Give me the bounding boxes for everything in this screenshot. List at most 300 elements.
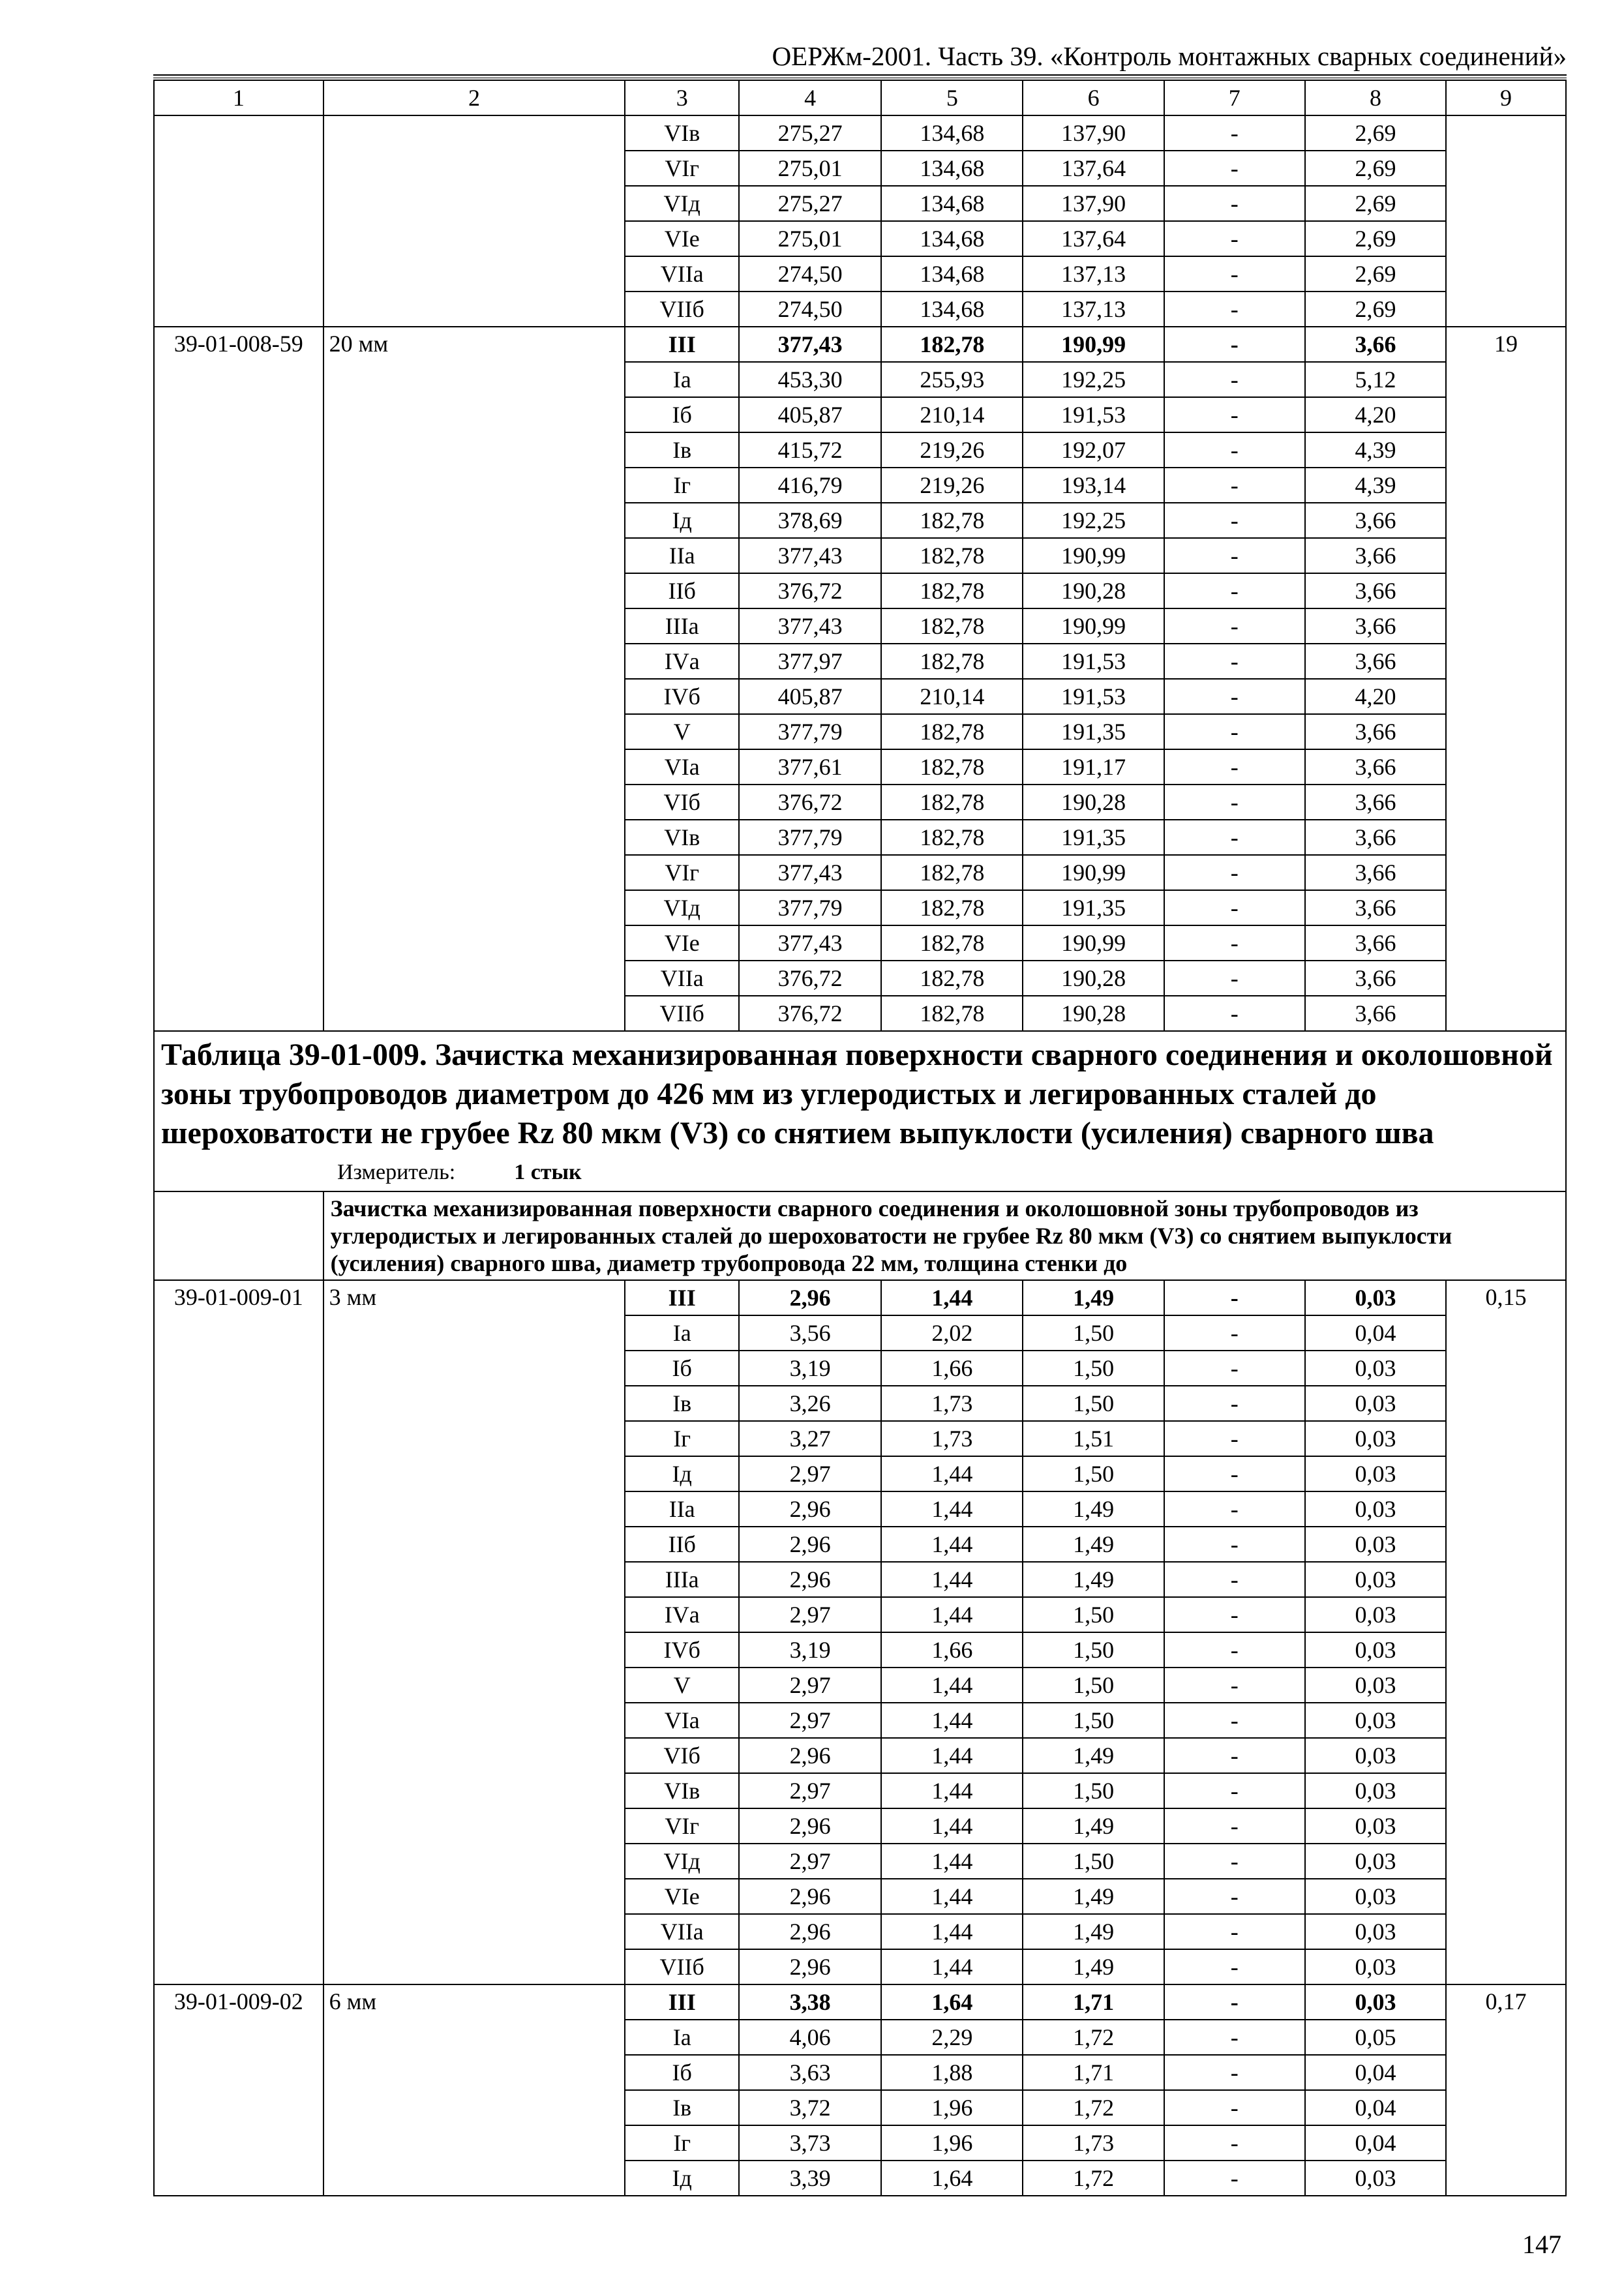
cell-c8: 3,66 <box>1305 961 1446 996</box>
cell-zone: IIIа <box>625 1562 739 1597</box>
cell-c6: 191,53 <box>1023 679 1164 714</box>
cell-c6: 1,49 <box>1023 1879 1164 1914</box>
cell-zone: VIв <box>625 820 739 855</box>
cell-c7: - <box>1164 749 1305 785</box>
cell-zone: III <box>625 1984 739 2020</box>
cell-c7: - <box>1164 1703 1305 1738</box>
cell-c5: 1,73 <box>881 1421 1023 1456</box>
column-number: 4 <box>739 80 881 115</box>
cell-c8: 2,69 <box>1305 292 1446 327</box>
column-number: 3 <box>625 80 739 115</box>
cell-c8: 3,66 <box>1305 608 1446 644</box>
cell-zone: VIг <box>625 855 739 890</box>
column-number: 2 <box>323 80 625 115</box>
table-title: Таблица 39-01-009. Зачистка механизированная поверхности сварного соединения и околошовной зоны трубопроводов диаметром до 426 мм из углеродистых и легированных сталей до шероховатости не грубее Rz 80 мкм (V3) со снятием выпуклости (усиления) сварного шва <box>161 1038 1553 1150</box>
cell-c4: 2,96 <box>739 1949 881 1984</box>
rate-code: 39-01-009-01 <box>154 1280 323 1984</box>
cell-c6: 192,25 <box>1023 362 1164 397</box>
cell-c5: 182,78 <box>881 327 1023 362</box>
cell-c8: 4,20 <box>1305 397 1446 432</box>
cell-c5: 2,02 <box>881 1315 1023 1351</box>
description-spacer <box>154 1191 323 1280</box>
cell-c5: 1,66 <box>881 1632 1023 1668</box>
cell-c8: 0,03 <box>1305 1421 1446 1456</box>
cell-c8: 3,66 <box>1305 925 1446 961</box>
cell-c4: 3,19 <box>739 1632 881 1668</box>
cell-c4: 416,79 <box>739 468 881 503</box>
cell-c4: 274,50 <box>739 292 881 327</box>
wall-thickness: 3 мм <box>323 1280 625 1984</box>
cell-c6: 1,72 <box>1023 2161 1164 2196</box>
cell-c6: 1,50 <box>1023 1351 1164 1386</box>
cell-c4: 4,06 <box>739 2020 881 2055</box>
column-9-value: 0,17 <box>1446 1984 1566 2196</box>
cell-c6: 1,49 <box>1023 1738 1164 1773</box>
cell-c5: 1,73 <box>881 1386 1023 1421</box>
table-title-row <box>154 1031 1566 1191</box>
cell-c6: 191,35 <box>1023 714 1164 749</box>
cell-c6: 1,50 <box>1023 1773 1164 1808</box>
cell-c6: 1,50 <box>1023 1668 1164 1703</box>
cell-c4: 3,73 <box>739 2125 881 2161</box>
cell-c6: 192,25 <box>1023 503 1164 538</box>
cell-c4: 377,61 <box>739 749 881 785</box>
cell-c6: 190,99 <box>1023 538 1164 573</box>
cell-c6: 190,99 <box>1023 327 1164 362</box>
column-number: 6 <box>1023 80 1164 115</box>
cell-c7: - <box>1164 1949 1305 1984</box>
cell-c8: 0,03 <box>1305 1386 1446 1421</box>
cell-zone: VIд <box>625 1844 739 1879</box>
cell-c5: 182,78 <box>881 644 1023 679</box>
cell-c4: 3,39 <box>739 2161 881 2196</box>
cell-c7: - <box>1164 221 1305 256</box>
cell-c5: 1,66 <box>881 1351 1023 1386</box>
cell-c6: 193,14 <box>1023 468 1164 503</box>
cell-c8: 4,20 <box>1305 679 1446 714</box>
cell-c8: 0,03 <box>1305 1703 1446 1738</box>
description-row <box>154 1191 1566 1280</box>
cell-c8: 2,69 <box>1305 151 1446 186</box>
cell-c8: 0,04 <box>1305 2055 1446 2090</box>
cell-c7: - <box>1164 1491 1305 1527</box>
cell-c8: 0,03 <box>1305 1491 1446 1527</box>
cell-c8: 3,66 <box>1305 855 1446 890</box>
cell-c7: - <box>1164 2090 1305 2125</box>
cell-c7: - <box>1164 1808 1305 1844</box>
cell-c6: 1,50 <box>1023 1386 1164 1421</box>
cell-zone: Iв <box>625 1386 739 1421</box>
cell-c7: - <box>1164 151 1305 186</box>
cell-c6: 1,50 <box>1023 1456 1164 1491</box>
cell-zone: Iв <box>625 2090 739 2125</box>
cell-c8: 3,66 <box>1305 749 1446 785</box>
cell-zone: VIе <box>625 1879 739 1914</box>
rate-code: 39-01-008-59 <box>154 327 323 1031</box>
cell-c8: 3,66 <box>1305 573 1446 608</box>
table-row <box>154 1984 1566 2020</box>
cell-c5: 1,44 <box>881 1808 1023 1844</box>
cell-zone: VIIа <box>625 1914 739 1949</box>
cell-c7: - <box>1164 1456 1305 1491</box>
cell-c8: 0,03 <box>1305 1632 1446 1668</box>
cell-c7: - <box>1164 714 1305 749</box>
running-header: ОЕРЖм-2001. Часть 39. «Контроль монтажных сварных соединений» <box>772 41 1567 71</box>
cell-c5: 182,78 <box>881 890 1023 925</box>
cell-zone: VIв <box>625 115 739 151</box>
cell-c5: 1,96 <box>881 2125 1023 2161</box>
cell-zone: Iд <box>625 1456 739 1491</box>
cell-c5: 182,78 <box>881 996 1023 1031</box>
cell-c5: 182,78 <box>881 714 1023 749</box>
cell-c8: 0,03 <box>1305 1949 1446 1984</box>
cell-c8: 0,03 <box>1305 1668 1446 1703</box>
wall-thickness <box>323 115 625 327</box>
cell-zone: IIа <box>625 538 739 573</box>
cell-c7: - <box>1164 1632 1305 1668</box>
cell-c5: 182,78 <box>881 749 1023 785</box>
cell-c5: 134,68 <box>881 115 1023 151</box>
cell-c8: 3,66 <box>1305 714 1446 749</box>
cell-c7: - <box>1164 1668 1305 1703</box>
cell-c6: 1,73 <box>1023 2125 1164 2161</box>
cell-c5: 1,44 <box>881 1456 1023 1491</box>
cell-c7: - <box>1164 1984 1305 2020</box>
cell-c8: 0,03 <box>1305 1844 1446 1879</box>
cell-c8: 0,03 <box>1305 1808 1446 1844</box>
cell-c4: 3,27 <box>739 1421 881 1456</box>
cell-c4: 377,43 <box>739 855 881 890</box>
cell-c8: 3,66 <box>1305 820 1446 855</box>
cell-c6: 1,50 <box>1023 1632 1164 1668</box>
cell-c5: 210,14 <box>881 397 1023 432</box>
cell-c5: 182,78 <box>881 961 1023 996</box>
cell-c4: 275,01 <box>739 151 881 186</box>
cell-zone: Iа <box>625 362 739 397</box>
cell-zone: Iа <box>625 1315 739 1351</box>
cell-c4: 415,72 <box>739 432 881 468</box>
cell-c5: 1,44 <box>881 1527 1023 1562</box>
cell-zone: VIв <box>625 1773 739 1808</box>
cell-zone: IVа <box>625 644 739 679</box>
cell-c5: 182,78 <box>881 573 1023 608</box>
cell-c6: 1,50 <box>1023 1315 1164 1351</box>
cell-c5: 1,44 <box>881 1703 1023 1738</box>
cell-c7: - <box>1164 538 1305 573</box>
measure-line <box>161 1158 1559 1187</box>
measure-label: Измеритель: <box>337 1160 456 1184</box>
table-row <box>154 1280 1566 1315</box>
table-title-cell <box>154 1031 1566 1191</box>
cell-c4: 3,63 <box>739 2055 881 2090</box>
column-9-value <box>1446 115 1566 327</box>
cell-c5: 219,26 <box>881 468 1023 503</box>
column-number: 1 <box>154 80 323 115</box>
cell-c5: 182,78 <box>881 855 1023 890</box>
cell-c5: 182,78 <box>881 608 1023 644</box>
cell-c4: 275,27 <box>739 186 881 221</box>
cell-c7: - <box>1164 1527 1305 1562</box>
cell-c8: 4,39 <box>1305 432 1446 468</box>
cell-c4: 2,96 <box>739 1562 881 1597</box>
cell-zone: VIд <box>625 186 739 221</box>
cell-c6: 1,51 <box>1023 1421 1164 1456</box>
cell-zone: Iг <box>625 2125 739 2161</box>
cell-c6: 192,07 <box>1023 432 1164 468</box>
cell-c4: 377,43 <box>739 538 881 573</box>
cell-c5: 134,68 <box>881 292 1023 327</box>
cell-c8: 3,66 <box>1305 785 1446 820</box>
cell-zone: Iб <box>625 1351 739 1386</box>
cell-c7: - <box>1164 2020 1305 2055</box>
cell-c8: 3,66 <box>1305 996 1446 1031</box>
cell-c7: - <box>1164 256 1305 292</box>
cell-c4: 377,79 <box>739 890 881 925</box>
column-9-value: 0,15 <box>1446 1280 1566 1984</box>
table-row <box>154 327 1566 362</box>
cell-c4: 275,01 <box>739 221 881 256</box>
cell-c4: 2,97 <box>739 1456 881 1491</box>
cell-zone: VIг <box>625 1808 739 1844</box>
cell-c7: - <box>1164 468 1305 503</box>
work-description: Зачистка механизированная поверхности сварного соединения и околошовной зоны трубопроводов из углеродистых и легированных сталей до шероховатости не грубее Rz 80 мкм (V3) со снятием выпуклости (усиления) сварного шва, диаметр трубопровода 22 мм, толщина стенки до <box>323 1191 1566 1280</box>
cell-zone: VIб <box>625 1738 739 1773</box>
cell-c7: - <box>1164 1597 1305 1632</box>
cell-c6: 1,49 <box>1023 1949 1164 1984</box>
cell-zone: VIг <box>625 151 739 186</box>
column-number: 7 <box>1164 80 1305 115</box>
cell-c4: 376,72 <box>739 996 881 1031</box>
page-number: 147 <box>1522 2230 1561 2259</box>
cell-c8: 3,66 <box>1305 538 1446 573</box>
cell-c8: 0,03 <box>1305 1456 1446 1491</box>
cell-c8: 3,66 <box>1305 890 1446 925</box>
cell-c8: 2,69 <box>1305 186 1446 221</box>
cell-c5: 1,88 <box>881 2055 1023 2090</box>
cell-c4: 3,38 <box>739 1984 881 2020</box>
cell-zone: VIIб <box>625 292 739 327</box>
cell-c4: 405,87 <box>739 679 881 714</box>
column-number: 8 <box>1305 80 1446 115</box>
cell-c5: 1,44 <box>881 1491 1023 1527</box>
cell-c4: 275,27 <box>739 115 881 151</box>
cell-c4: 453,30 <box>739 362 881 397</box>
cell-zone: IVб <box>625 1632 739 1668</box>
cell-c6: 1,49 <box>1023 1527 1164 1562</box>
cell-c8: 0,03 <box>1305 1597 1446 1632</box>
cell-zone: VIIб <box>625 1949 739 1984</box>
cell-zone: VIе <box>625 925 739 961</box>
wall-thickness: 6 мм <box>323 1984 625 2196</box>
cell-c7: - <box>1164 1351 1305 1386</box>
cell-c4: 2,96 <box>739 1491 881 1527</box>
cell-c6: 1,49 <box>1023 1808 1164 1844</box>
cell-c6: 137,64 <box>1023 151 1164 186</box>
cell-c7: - <box>1164 996 1305 1031</box>
rate-code: 39-01-009-02 <box>154 1984 323 2196</box>
cell-c6: 1,71 <box>1023 2055 1164 2090</box>
cell-c6: 1,50 <box>1023 1703 1164 1738</box>
cell-c8: 0,03 <box>1305 1879 1446 1914</box>
cell-zone: Iг <box>625 468 739 503</box>
cell-c8: 2,69 <box>1305 221 1446 256</box>
cell-c8: 0,04 <box>1305 1315 1446 1351</box>
measure-value: 1 стык <box>514 1160 582 1184</box>
cell-c8: 0,03 <box>1305 1562 1446 1597</box>
cell-c6: 1,49 <box>1023 1914 1164 1949</box>
cell-c5: 134,68 <box>881 186 1023 221</box>
cell-c5: 1,44 <box>881 1562 1023 1597</box>
cell-c7: - <box>1164 1421 1305 1456</box>
cell-c8: 0,03 <box>1305 1351 1446 1386</box>
cell-c4: 2,97 <box>739 1844 881 1879</box>
cell-c4: 405,87 <box>739 397 881 432</box>
cell-zone: Iб <box>625 397 739 432</box>
cell-c5: 134,68 <box>881 151 1023 186</box>
cell-c4: 377,79 <box>739 714 881 749</box>
cell-zone: V <box>625 714 739 749</box>
cell-zone: IIб <box>625 573 739 608</box>
column-9-value: 19 <box>1446 327 1566 1031</box>
cell-c6: 191,53 <box>1023 644 1164 679</box>
cell-c4: 376,72 <box>739 961 881 996</box>
cell-c6: 191,53 <box>1023 397 1164 432</box>
column-number: 5 <box>881 80 1023 115</box>
cell-c5: 1,44 <box>881 1914 1023 1949</box>
cell-c6: 191,35 <box>1023 890 1164 925</box>
cell-c6: 137,13 <box>1023 292 1164 327</box>
cell-c8: 2,69 <box>1305 115 1446 151</box>
cell-c4: 378,69 <box>739 503 881 538</box>
cell-c4: 377,43 <box>739 925 881 961</box>
cell-c5: 1,96 <box>881 2090 1023 2125</box>
cell-c6: 1,72 <box>1023 2090 1164 2125</box>
cell-zone: IIа <box>625 1491 739 1527</box>
cell-c8: 0,04 <box>1305 2125 1446 2161</box>
cell-c5: 182,78 <box>881 503 1023 538</box>
cell-c8: 0,03 <box>1305 1984 1446 2020</box>
cell-c7: - <box>1164 961 1305 996</box>
cell-c6: 190,99 <box>1023 925 1164 961</box>
cell-c6: 1,49 <box>1023 1280 1164 1315</box>
cell-c7: - <box>1164 890 1305 925</box>
cell-c7: - <box>1164 1879 1305 1914</box>
cell-c7: - <box>1164 1386 1305 1421</box>
cell-c4: 3,19 <box>739 1351 881 1386</box>
column-number-row <box>154 80 1566 115</box>
cell-c6: 190,28 <box>1023 785 1164 820</box>
cell-c6: 1,71 <box>1023 1984 1164 2020</box>
cell-c7: - <box>1164 679 1305 714</box>
cell-c7: - <box>1164 503 1305 538</box>
cell-c8: 0,05 <box>1305 2020 1446 2055</box>
cell-zone: III <box>625 327 739 362</box>
cell-c7: - <box>1164 362 1305 397</box>
cell-c6: 190,28 <box>1023 961 1164 996</box>
cell-c6: 1,50 <box>1023 1844 1164 1879</box>
cell-zone: VIб <box>625 785 739 820</box>
cell-c8: 3,66 <box>1305 327 1446 362</box>
cell-zone: Iд <box>625 2161 739 2196</box>
cell-zone: III <box>625 1280 739 1315</box>
cell-c7: - <box>1164 2055 1305 2090</box>
column-number: 9 <box>1446 80 1566 115</box>
cell-c8: 0,03 <box>1305 1280 1446 1315</box>
cell-c6: 190,99 <box>1023 855 1164 890</box>
cell-c8: 3,66 <box>1305 503 1446 538</box>
cell-zone: Iб <box>625 2055 739 2090</box>
cell-c5: 1,44 <box>881 1668 1023 1703</box>
cell-c6: 137,13 <box>1023 256 1164 292</box>
cell-c4: 3,26 <box>739 1386 881 1421</box>
cell-c4: 3,72 <box>739 2090 881 2125</box>
cell-c8: 0,03 <box>1305 1773 1446 1808</box>
cell-c7: - <box>1164 327 1305 362</box>
cell-c5: 1,44 <box>881 1280 1023 1315</box>
cell-c5: 1,44 <box>881 1879 1023 1914</box>
cell-c7: - <box>1164 2161 1305 2196</box>
cell-zone: Iв <box>625 432 739 468</box>
cell-c6: 191,17 <box>1023 749 1164 785</box>
cell-zone: IIб <box>625 1527 739 1562</box>
cell-c4: 2,97 <box>739 1597 881 1632</box>
rates-table-body <box>154 80 1566 2196</box>
cell-c6: 137,90 <box>1023 115 1164 151</box>
cell-c8: 0,04 <box>1305 2090 1446 2125</box>
cell-c7: - <box>1164 186 1305 221</box>
cell-c7: - <box>1164 292 1305 327</box>
cell-c4: 377,43 <box>739 327 881 362</box>
cell-c6: 190,28 <box>1023 573 1164 608</box>
cell-zone: Iг <box>625 1421 739 1456</box>
cell-c4: 2,96 <box>739 1527 881 1562</box>
cell-c4: 2,96 <box>739 1914 881 1949</box>
cell-c5: 134,68 <box>881 256 1023 292</box>
cell-c4: 377,97 <box>739 644 881 679</box>
cell-c5: 134,68 <box>881 221 1023 256</box>
cell-zone: IVб <box>625 679 739 714</box>
cell-c7: - <box>1164 855 1305 890</box>
cell-c6: 1,49 <box>1023 1491 1164 1527</box>
cell-c8: 0,03 <box>1305 1738 1446 1773</box>
cell-zone: VIе <box>625 221 739 256</box>
cell-c6: 1,72 <box>1023 2020 1164 2055</box>
wall-thickness: 20 мм <box>323 327 625 1031</box>
cell-c4: 377,79 <box>739 820 881 855</box>
cell-c7: - <box>1164 785 1305 820</box>
cell-zone: IVа <box>625 1597 739 1632</box>
cell-c7: - <box>1164 1914 1305 1949</box>
cell-c8: 0,03 <box>1305 1527 1446 1562</box>
cell-c5: 1,44 <box>881 1738 1023 1773</box>
cell-zone: VIIа <box>625 256 739 292</box>
cell-c4: 2,96 <box>739 1738 881 1773</box>
cell-c4: 2,97 <box>739 1668 881 1703</box>
cell-c4: 376,72 <box>739 573 881 608</box>
cell-c6: 191,35 <box>1023 820 1164 855</box>
cell-zone: Iа <box>625 2020 739 2055</box>
cell-c7: - <box>1164 573 1305 608</box>
cell-c7: - <box>1164 644 1305 679</box>
cell-c7: - <box>1164 1315 1305 1351</box>
cell-c4: 376,72 <box>739 785 881 820</box>
cell-c5: 2,29 <box>881 2020 1023 2055</box>
cell-c7: - <box>1164 608 1305 644</box>
cell-c8: 0,03 <box>1305 2161 1446 2196</box>
cell-c4: 3,56 <box>739 1315 881 1351</box>
cell-zone: VIа <box>625 1703 739 1738</box>
cell-c7: - <box>1164 1773 1305 1808</box>
